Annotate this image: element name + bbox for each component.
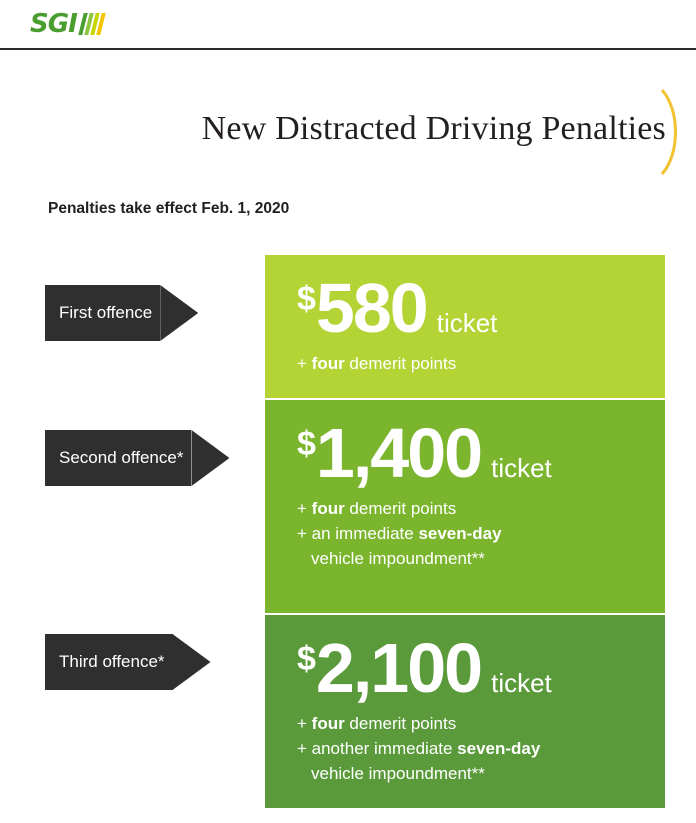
penalty-amount-row [297, 629, 665, 707]
penalty-detail-line: + four demerit points [297, 714, 457, 733]
penalty-detail-line: + four demerit points [297, 499, 457, 518]
page-header [0, 0, 696, 50]
penalty-amount-row [297, 269, 665, 347]
penalty-panel-third [265, 615, 665, 808]
penalty-amount: 1,400 [315, 414, 482, 492]
offence-label-second [45, 430, 229, 486]
penalty-amount: 580 [315, 269, 427, 347]
penalty-amount: 2,100 [315, 629, 482, 707]
arrow-head-icon [160, 285, 198, 341]
penalty-detail-line: + four demerit points [297, 354, 457, 373]
offence-label-third [45, 634, 211, 690]
offence-label-text: Third offence* [45, 634, 173, 690]
penalty-detail-line: + an immediate seven-day [297, 523, 502, 543]
sgi-logo-stripes-icon [79, 13, 103, 35]
ticket-label: ticket [491, 453, 552, 483]
sgi-logo-text: SGI [30, 9, 77, 39]
currency-symbol: $ [297, 640, 316, 678]
arrow-head-icon [173, 634, 211, 690]
currency-symbol: $ [297, 425, 316, 463]
penalty-panel-second [265, 400, 665, 613]
currency-symbol: $ [297, 280, 316, 318]
ticket-label: ticket [436, 308, 498, 338]
swoosh-decoration-icon [660, 88, 684, 176]
penalty-detail-line: + another immediate seven-day [297, 738, 541, 758]
offence-label-text: First offence [45, 285, 160, 341]
penalty-detail-line: vehicle impoundment** [311, 548, 485, 568]
subtitle: Penalties take effect Feb. 1, 2020 [48, 200, 290, 217]
sgi-logo [30, 10, 103, 38]
arrow-head-icon [191, 430, 229, 486]
ticket-label: ticket [491, 668, 552, 698]
penalty-detail-line: vehicle impoundment** [311, 763, 485, 783]
penalty-panel-first [265, 255, 665, 398]
offence-label-text: Second offence* [45, 430, 191, 486]
page-title: New Distracted Driving Penalties [201, 110, 666, 147]
offence-label-first [45, 285, 198, 341]
title-area [0, 100, 696, 170]
penalty-amount-row [297, 414, 665, 492]
